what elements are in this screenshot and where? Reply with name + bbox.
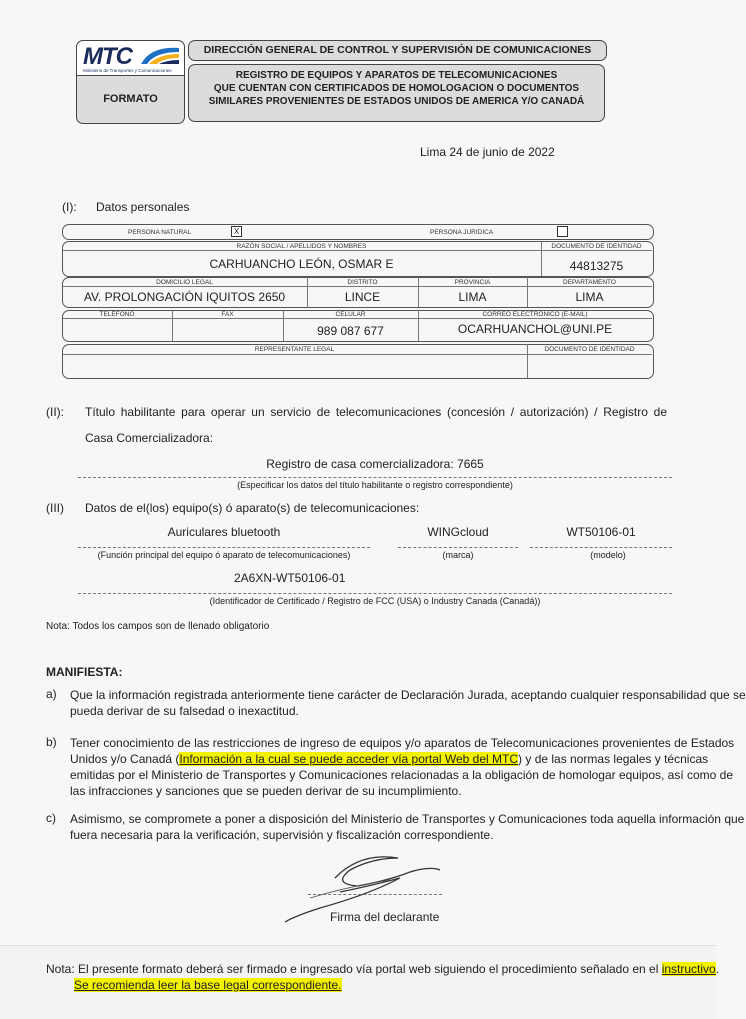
item-a-label: a) — [46, 687, 57, 701]
logo-subtitle: Ministerio de Transportes y Comunicaciones — [83, 68, 172, 73]
item-a-text: Que la información registrada anteriormente tiene carácter de Declaración Jurada, aceptando cualquier responsabilidad que se pueda derivar de su falsedad o inexactitud. — [70, 688, 746, 718]
logo-text: MTC — [83, 43, 132, 70]
fax-label: FAX — [221, 311, 234, 318]
correo-value[interactable]: OCARHUANCHOL@UNI.PE — [457, 322, 613, 336]
section3-number: (III) — [46, 501, 64, 515]
instructivo-link[interactable]: instructivo — [661, 962, 716, 976]
logo-wave-icon — [139, 44, 181, 66]
marca-hint: (marca) — [442, 550, 474, 560]
funcion-hint: (Función principal del equipo ó aparato de telecomunicaciones) — [97, 550, 351, 560]
modelo-value[interactable]: WT50106-01 — [566, 525, 636, 539]
logo-formato-box — [76, 40, 185, 124]
domicilio-label: DOMICILIO LEGAL — [156, 279, 213, 286]
documento-value[interactable]: 44813275 — [569, 259, 624, 273]
distrito-value[interactable]: LINCE — [344, 290, 381, 304]
item-b-text: Tener conocimiento de las restricciones de ingreso de equipos y/o aparatos de Telecomunicaciones provenientes de Estados Unidos y/o Canadá (Información a la cual se puede acceder vía portal Web del MTC) y de las normas legales y técnicas emitidas por el Ministerio de Transportes y Comunicaciones relacionadas a la obligación de homologar equipos, así como de las infracciones y sanciones que se pueden derivar de su incumplimiento. — [70, 736, 735, 798]
item-c-label: c) — [46, 811, 56, 825]
section2-text-line1: Título habilitante para operar un servicio de telecomunicaciones (concesión / autorización) / Registro de — [85, 405, 667, 419]
certificado-value[interactable]: 2A6XN-WT50106-01 — [234, 571, 346, 585]
section3-title: Datos de el(los) equipo(s) ó aparato(s) de telecomunicaciones: — [85, 501, 420, 515]
representante-label: REPRESENTANTE LEGAL — [254, 346, 335, 353]
base-legal-link[interactable]: Se recomienda leer la base legal correspondiente. — [74, 978, 342, 992]
marca-value[interactable]: WINGcloud — [427, 525, 489, 539]
celular-label: CELULAR — [335, 311, 366, 318]
persona-juridica-label: PERSONA JURIDICA — [430, 229, 494, 236]
item-b-label: b) — [46, 735, 57, 749]
mtc-logo — [77, 41, 184, 76]
persona-juridica-checkbox[interactable] — [557, 226, 568, 237]
celular-value[interactable]: 989 087 677 — [317, 324, 384, 338]
portal-mtc-link[interactable]: Información a la cual se puede acceder vía portal Web del MTC — [179, 752, 519, 766]
header-title-box — [188, 64, 605, 122]
razon-social-label: RAZÓN SOCIAL / APELLIDOS Y NOMBRES — [236, 243, 367, 250]
section1-title: Datos personales — [96, 200, 190, 214]
nota-obligatorio: Nota: Todos los campos son de llenado obligatorio — [46, 621, 270, 632]
modelo-hint: (modelo) — [590, 550, 626, 560]
header-title-line3: SIMILARES PROVENIENTES DE ESTADOS UNIDOS DE AMERICA Y/O CANADÁ — [208, 96, 585, 107]
departamento-label: DEPARTAMENTO — [563, 279, 616, 286]
manifiesta-title: MANIFIESTA: — [46, 665, 123, 679]
provincia-value[interactable]: LIMA — [458, 290, 487, 304]
date-line: Lima 24 de junio de 2022 — [420, 145, 555, 159]
correo-label: CORREO ELECTRÓNICO (E-MAIL) — [482, 311, 588, 318]
documento-label: DOCUMENTO DE IDENTIDAD — [551, 243, 642, 250]
section1-number: (I): — [62, 200, 77, 214]
firma-label: Firma del declarante — [330, 910, 440, 924]
formato-label: FORMATO — [103, 93, 158, 105]
header-title-line1: REGISTRO DE EQUIPOS Y APARATOS DE TELECOMUNICACIONES — [235, 70, 558, 81]
telefono-label: TELÉFONO — [99, 311, 135, 318]
section2-number: (II): — [46, 405, 64, 419]
persona-natural-label: PERSONA NATURAL — [128, 229, 192, 236]
section2-text-line2: Casa Comercializadora: — [85, 431, 214, 445]
item-c-text: Asimismo, se compromete a poner a disposición del Ministerio de Transportes y Comunicaciones toda aquella información que fuera necesaria para la verificación, supervisión y fiscalización correspondiente. — [70, 812, 745, 842]
distrito-label: DISTRITO — [347, 279, 378, 286]
section2-value[interactable]: Registro de casa comercializadora: 7665 — [266, 457, 484, 471]
persona-natural-checkbox[interactable]: X — [231, 226, 242, 237]
nota-final-line1: Nota: El presente formato deberá ser firmado e ingresado vía portal web siguiendo el procedimiento señalado en el instructivo. — [46, 962, 720, 976]
header-title-main: DIRECCIÓN GENERAL DE CONTROL Y SUPERVISIÓN DE COMUNICACIONES — [188, 40, 607, 61]
certificado-hint: (Identificador de Certificado / Registro de FCC (USA) o Industry Canada (Canadá)) — [209, 596, 541, 606]
departamento-value[interactable]: LIMA — [575, 290, 604, 304]
section2-hint: (Especificar los datos del título habilitante o registro correspondiente) — [237, 480, 513, 490]
razon-social-value[interactable]: CARHUANCHO LEÓN, OSMAR E — [209, 257, 394, 271]
documento2-label: DOCUMENTO DE IDENTIDAD — [544, 346, 635, 353]
domicilio-value[interactable]: AV. PROLONGACIÓN IQUITOS 2650 — [83, 290, 286, 304]
base-legal-line — [74, 978, 342, 992]
funcion-value[interactable]: Auriculares bluetooth — [167, 525, 281, 539]
header-title-line2: QUE CUENTAN CON CERTIFICADOS DE HOMOLOGACION O DOCUMENTOS — [213, 83, 580, 94]
provincia-label: PROVINCIA — [454, 279, 491, 286]
